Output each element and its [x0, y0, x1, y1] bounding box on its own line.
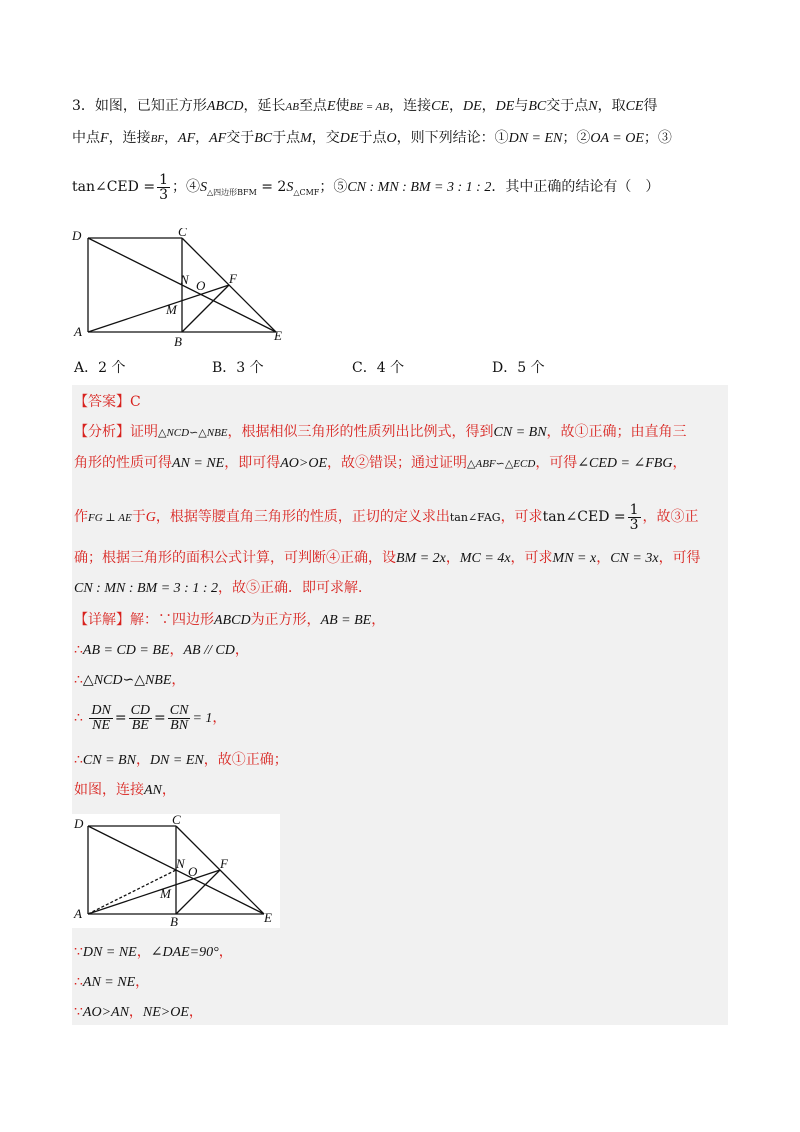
detail-line-9: ∵AO>AN，NE>OE， — [74, 1004, 203, 1020]
analysis-line-3: 作FG ⊥ AE于G，根据等腰直角三角形的性质，正切的定义求出tan∠FAG，可求tan∠CED = $\frac{1}{3}$ ，故③正 — [74, 501, 699, 533]
label-C: C — [178, 228, 187, 239]
detail-line-4: ∴ $\frac{DN}{NE}$ = $\frac{CD}{BE}$ = $\frac{CN}{BN}$ = 1， — [74, 702, 227, 733]
label-A: A — [74, 324, 82, 339]
detail-line-1: 【详解】解：∵四边形ABCD为正方形，AB = BE， — [74, 612, 386, 628]
label-C: C — [172, 814, 181, 827]
label-B: B — [174, 334, 182, 348]
analysis-line-2: 角形的性质可得AN = NE，即可得AO>OE，故②错误；通过证明△ABF∽△ECD，可得∠CED = ∠FBG， — [74, 455, 687, 471]
fraction-one-third: $\frac{1}{3}$ — [629, 501, 639, 533]
option-c[interactable]: C．4 个 — [352, 360, 405, 376]
segment-AF — [88, 870, 220, 914]
label-B: B — [170, 914, 178, 928]
analysis-line-1: 【分析】证明△NCD∽△NBE，根据相似三角形的性质列出比例式，得到CN = BN，故①正确；由直角三 — [74, 424, 687, 440]
question-line-3: tan∠CED = $\frac{1}{3}$ ；$④S_{\triangle 四边形BFM} = 2S_{\triangle CMF}$；⑤CN : MN : BM = 3 : 1 : 2．其中正确的结论有（ ） — [72, 171, 660, 203]
label-N: N — [176, 856, 185, 871]
detail-line-8: ∴AN = NE， — [74, 974, 150, 990]
label-F: F — [229, 271, 237, 286]
label-O: O — [188, 864, 198, 879]
detail-line-2: ∴AB = CD = BE，AB // CD， — [74, 642, 249, 658]
label-O: O — [196, 278, 206, 293]
label-D: D — [74, 816, 84, 831]
detail-line-5: ∴CN = BN，DN = EN，故①正确； — [74, 752, 288, 768]
label-E: E — [274, 328, 282, 343]
question-number: 3． — [72, 98, 95, 114]
label-N: N — [180, 272, 189, 287]
detail-line-6: 如图，连接AN， — [74, 782, 176, 798]
question-line-1: 3．如图，已知正方形ABCD，延长AB至点E使BE = AB，连接CE，DE，DE与BC交于点N，取CE得 — [72, 98, 658, 114]
label-M: M — [166, 302, 177, 317]
geometry-figure-2 — [72, 814, 280, 928]
label-A: A — [74, 906, 82, 921]
label-E: E — [264, 910, 272, 925]
fraction-one-third: $\frac{1}{3}$ — [159, 171, 168, 203]
segment-AF — [88, 285, 229, 332]
label-F: F — [220, 856, 228, 871]
option-a[interactable]: A．2 个 — [74, 360, 126, 376]
label-D: D — [72, 228, 82, 243]
detail-line-3: ∴△NCD∽△NBE， — [74, 672, 186, 688]
question-line-2: 中点F，连接BF，AF，AF交于BC于点M，交DE于点O，则下列结论：①DN = EN；②OA = OE；③ — [72, 130, 672, 146]
label-M: M — [160, 886, 171, 901]
detail-line-7: ∵DN = NE，∠DAE=90°， — [74, 944, 233, 960]
option-d[interactable]: D．5 个 — [492, 360, 545, 376]
analysis-line-4: 确；根据三角形的面积公式计算，可判断④正确，设BM = 2x，MC = 4x，可求MN = x，CN = 3x，可得 — [74, 550, 701, 566]
geometry-figure-1 — [70, 228, 310, 348]
segment-BF — [182, 285, 229, 332]
option-b[interactable]: B．3 个 — [212, 360, 264, 376]
segment-BF — [176, 870, 220, 914]
analysis-line-5: CN : MN : BM = 3 : 1 : 2，故⑤正确．即可求解． — [74, 580, 372, 596]
answer-line: 【答案】C — [74, 394, 141, 410]
